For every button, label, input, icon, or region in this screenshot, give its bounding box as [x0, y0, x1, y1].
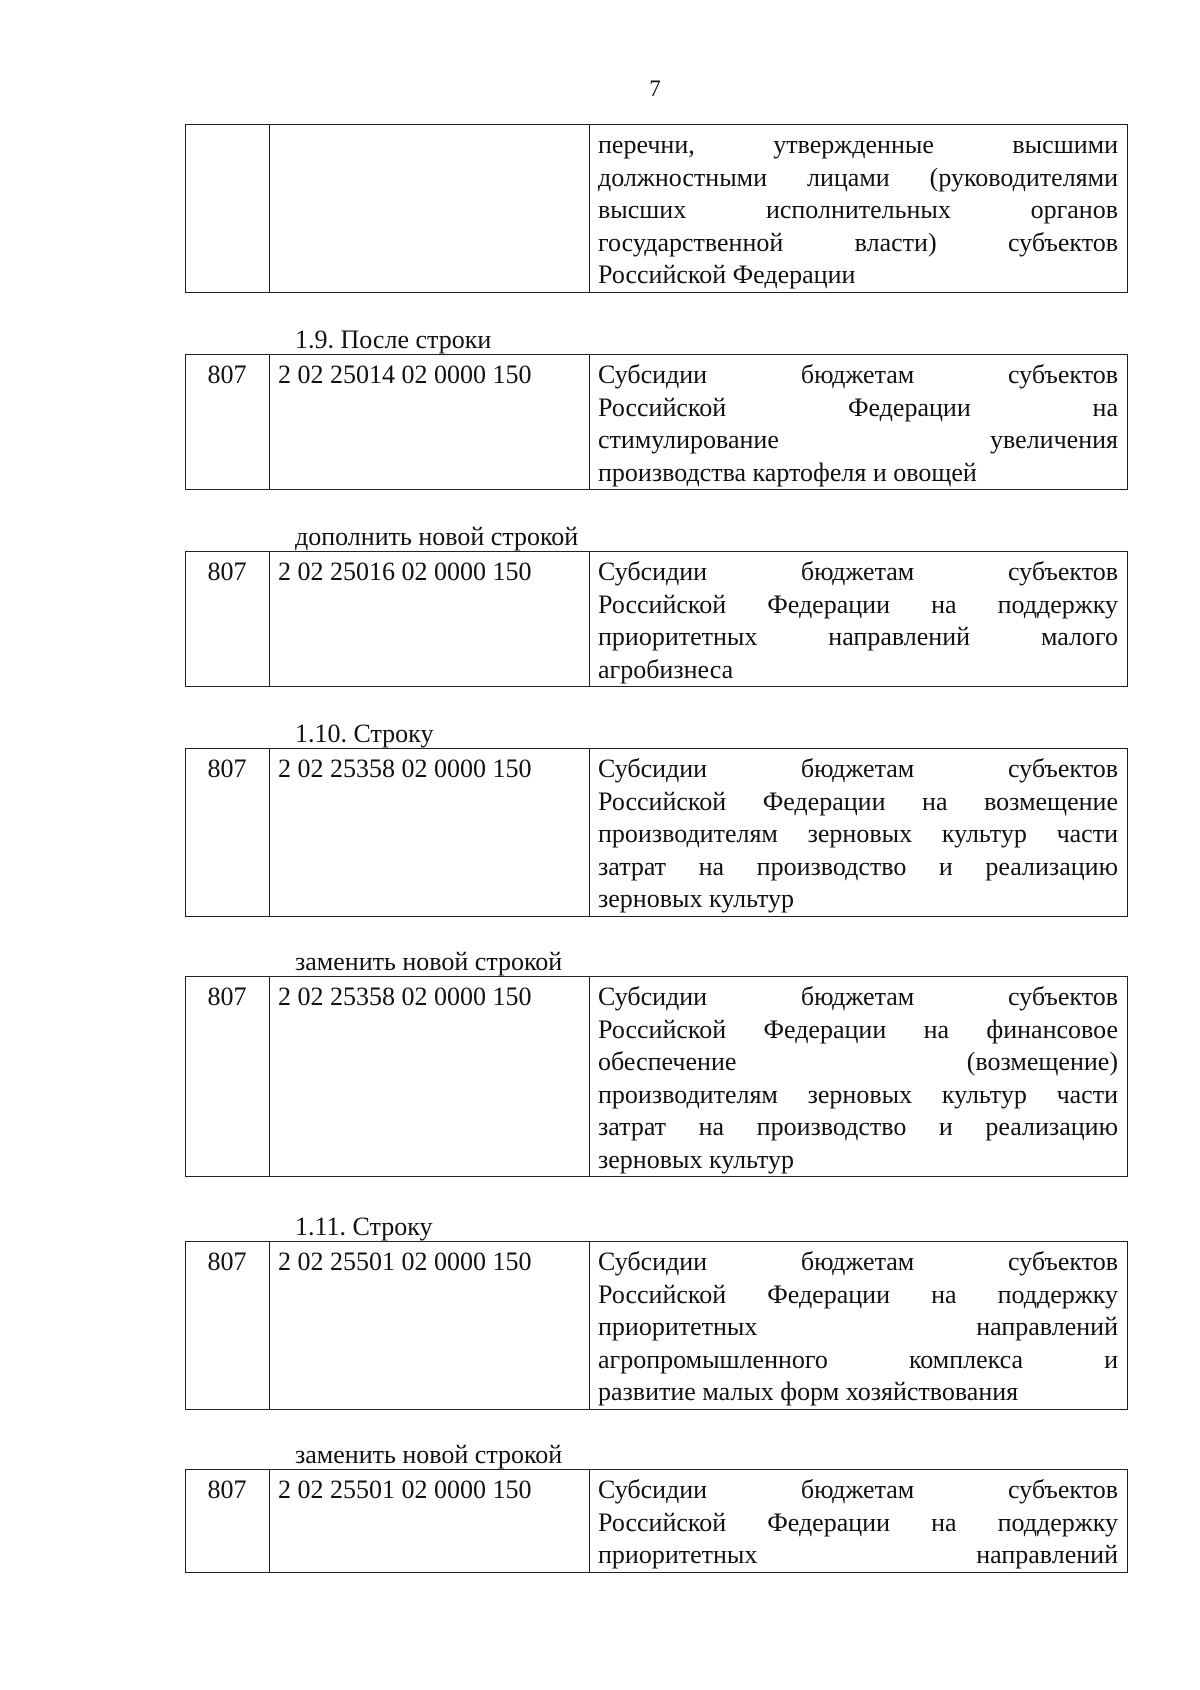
name-line-last: Российской Федерации: [598, 260, 856, 289]
instruction-label: заменить новой строкой: [295, 1440, 563, 1469]
name-line: затрат на производство и реализацию: [598, 851, 1118, 881]
budget-code-cell: 807: [186, 1470, 270, 1573]
table-row: [185, 551, 1128, 687]
income-name-cell: [590, 1470, 1128, 1573]
name-line: должностными лицами (руководителями: [598, 162, 1118, 192]
income-name-cell: [590, 977, 1128, 1177]
kbk-code-cell: 2 02 25016 02 0000 150: [270, 552, 590, 687]
name-line: приоритетных направлений: [598, 1312, 1118, 1341]
name-line: Российской Федерации на поддержку: [598, 1279, 1118, 1309]
kbk-code-cell: 2 02 25501 02 0000 150: [270, 1470, 590, 1573]
income-name-cell: [590, 355, 1128, 490]
instruction-label: 1.10. Строку: [295, 719, 434, 748]
name-line: Субсидии бюджетам субъектов: [598, 557, 1118, 586]
name-line: Российской Федерации на финансовое: [598, 1014, 1118, 1044]
income-name-cell: [590, 1242, 1128, 1410]
name-line: обеспечение (возмещение): [598, 1047, 1118, 1076]
budget-code-cell: [186, 125, 270, 293]
instruction-label: 1.9. После строки: [295, 325, 492, 354]
name-line: стимулирование увеличения: [598, 425, 1118, 454]
instruction-label: дополнить новой строкой: [295, 522, 579, 551]
page-number: 7: [649, 76, 661, 101]
name-line-last: производства картофеля и овощей: [598, 457, 977, 487]
name-line: высших исполнительных органов: [598, 195, 1118, 224]
name-line-last: развитие малых форм хозяйствования: [598, 1377, 1019, 1406]
name-line: Субсидии бюджетам субъектов: [598, 1247, 1118, 1276]
name-line: Российской Федерации на поддержку: [598, 1507, 1118, 1537]
table-row: [185, 748, 1128, 917]
name-line: затрат на производство и реализацию: [598, 1112, 1118, 1141]
name-line: производителям зерновых культур части: [598, 1079, 1118, 1109]
instruction-label: 1.11. Строку: [295, 1212, 433, 1241]
budget-code-cell: 807: [186, 552, 270, 687]
table-row: [185, 124, 1128, 293]
budget-code-cell: 807: [186, 355, 270, 490]
table-row: [185, 976, 1128, 1177]
budget-code-cell: 807: [186, 1242, 270, 1410]
income-name-cell: [590, 552, 1128, 687]
name-line: Российской Федерации на возмещение: [598, 786, 1118, 816]
kbk-code-cell: 2 02 25358 02 0000 150: [270, 977, 590, 1177]
name-line-last: зерновых культур: [598, 884, 794, 913]
table-row: [185, 1241, 1128, 1410]
kbk-code-cell: [270, 125, 590, 293]
name-line: Субсидии бюджетам субъектов: [598, 360, 1118, 389]
table-row: [185, 354, 1128, 490]
kbk-code-cell: 2 02 25014 02 0000 150: [270, 355, 590, 490]
name-line: Субсидии бюджетам субъектов: [598, 754, 1118, 783]
name-line: приоритетных направлений малого: [598, 622, 1118, 651]
instruction-label: заменить новой строкой: [295, 947, 563, 976]
budget-code-cell: 807: [186, 977, 270, 1177]
name-line: производителям зерновых культур части: [598, 819, 1118, 848]
name-line-last: агробизнеса: [598, 654, 734, 684]
name-line: государственной власти) субъектов: [598, 227, 1118, 257]
kbk-code-cell: 2 02 25358 02 0000 150: [270, 749, 590, 917]
name-line: перечни, утвержденные высшими: [598, 130, 1118, 159]
name-line: агропромышленного комплекса и: [598, 1344, 1118, 1374]
budget-code-cell: 807: [186, 749, 270, 917]
table-row: [185, 1469, 1128, 1573]
name-line: приоритетных направлений: [598, 1540, 1118, 1569]
name-line-last: зерновых культур: [598, 1144, 794, 1174]
name-line: Российской Федерации на: [598, 392, 1118, 422]
income-name-cell: [590, 125, 1128, 293]
name-line: Российской Федерации на поддержку: [598, 589, 1118, 619]
name-line: Субсидии бюджетам субъектов: [598, 1475, 1118, 1504]
income-name-cell: [590, 749, 1128, 917]
name-line: Субсидии бюджетам субъектов: [598, 982, 1118, 1011]
kbk-code-cell: 2 02 25501 02 0000 150: [270, 1242, 590, 1410]
